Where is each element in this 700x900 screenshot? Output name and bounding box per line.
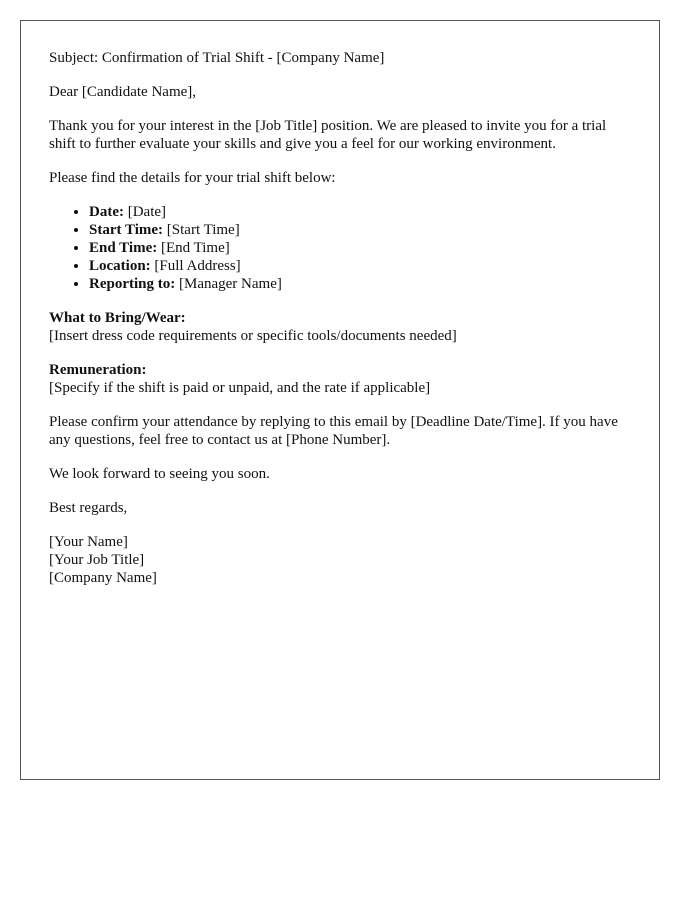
bring-section bbox=[49, 309, 631, 345]
signature-block bbox=[49, 533, 631, 587]
greeting: Dear [Candidate Name], bbox=[49, 84, 197, 100]
signature-job-title: [Your Job Title] bbox=[49, 552, 145, 568]
detail-item-location bbox=[89, 257, 631, 275]
signature-company: [Company Name] bbox=[49, 570, 157, 586]
detail-value: [Full Address] bbox=[154, 258, 241, 274]
closing-line: Best regards, bbox=[49, 500, 128, 516]
bring-heading: What to Bring/Wear: bbox=[49, 310, 186, 326]
detail-label: Date: bbox=[89, 204, 124, 220]
detail-item-date bbox=[89, 203, 631, 221]
detail-item-start-time bbox=[89, 221, 631, 239]
detail-label: Location: bbox=[89, 258, 151, 274]
letter-document bbox=[20, 20, 660, 780]
intro-paragraph: Thank you for your interest in the [Job Title] position. We are pleased to invite you for a trial shift to further evaluate your skills and give you a feel for our working environment. bbox=[49, 118, 607, 152]
remuneration-section bbox=[49, 361, 631, 397]
remuneration-text: [Specify if the shift is paid or unpaid, and the rate if applicable] bbox=[49, 380, 431, 396]
detail-label: End Time: bbox=[89, 240, 158, 256]
detail-value: [End Time] bbox=[160, 240, 230, 256]
bring-text: [Insert dress code requirements or specific tools/documents needed] bbox=[49, 328, 457, 344]
signature-name: [Your Name] bbox=[49, 534, 128, 550]
detail-value: [Manager Name] bbox=[179, 276, 282, 292]
confirm-paragraph: Please confirm your attendance by replying to this email by [Deadline Date/Time]. If you have any questions, feel free to contact us at [Phone Number]. bbox=[49, 414, 618, 448]
detail-value: [Start Time] bbox=[166, 222, 240, 238]
detail-label: Start Time: bbox=[89, 222, 164, 238]
look-forward-line: We look forward to seeing you soon. bbox=[49, 466, 270, 482]
remuneration-heading: Remuneration: bbox=[49, 362, 147, 378]
detail-label: Reporting to: bbox=[89, 276, 176, 292]
subject-line: Subject: Confirmation of Trial Shift - [Company Name] bbox=[49, 50, 385, 66]
detail-item-reporting-to bbox=[89, 275, 631, 293]
detail-item-end-time bbox=[89, 239, 631, 257]
details-intro: Please find the details for your trial shift below: bbox=[49, 170, 336, 186]
detail-value: [Date] bbox=[127, 204, 167, 220]
trial-details-list bbox=[49, 203, 631, 293]
